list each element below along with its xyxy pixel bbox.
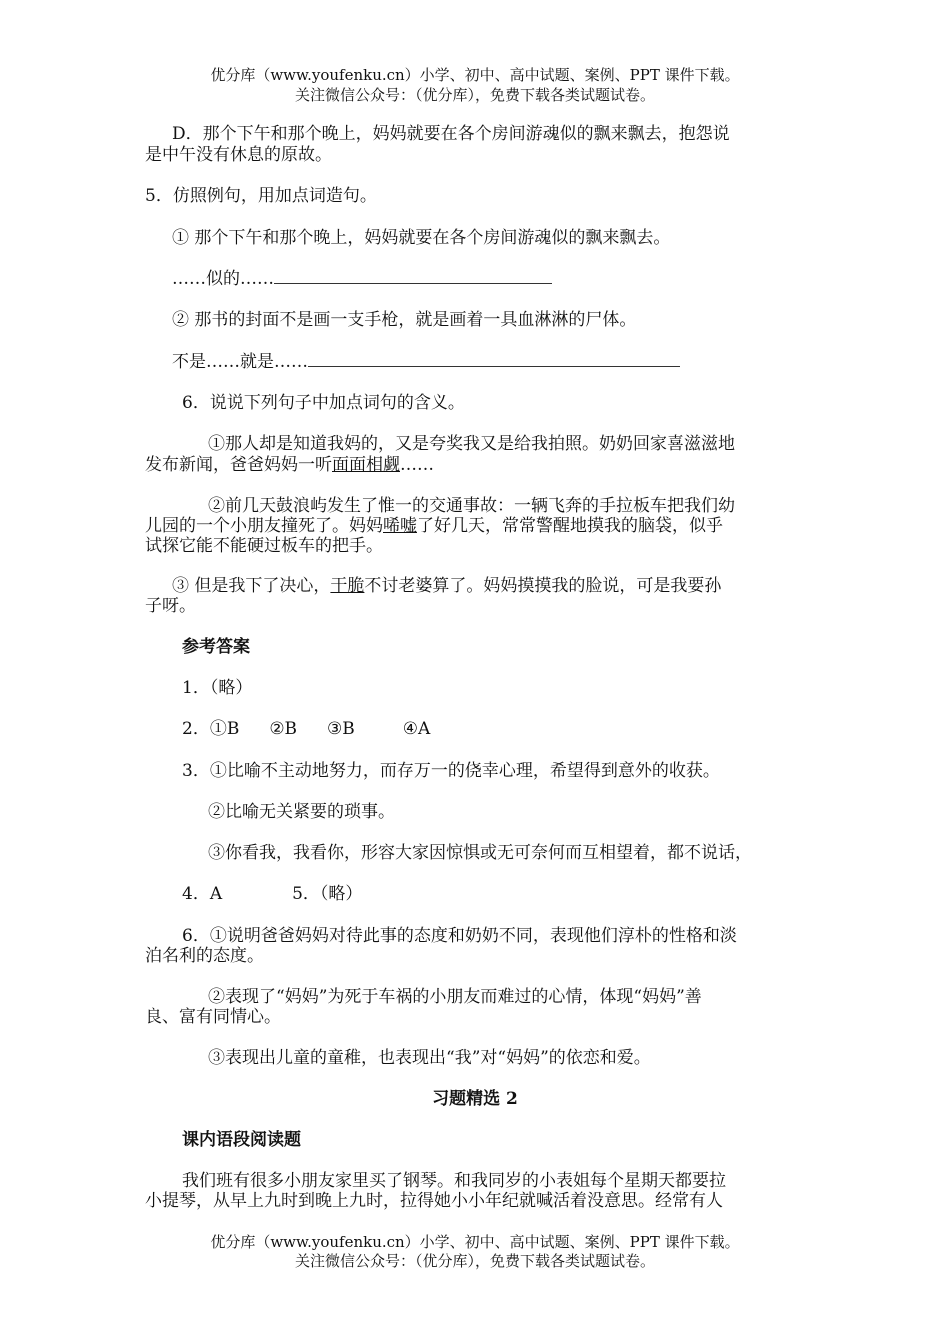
q5-answer-blank-2[interactable] [308,352,680,367]
q5-prompt-1-label: ……似的…… [172,269,274,289]
page-header-line-1: 优分库（www.youfenku.cn）小学、初中、高中试题、案例、PPT 课件下载。 [210,66,740,84]
answer-2 [182,719,430,739]
q6-sentence-3-text: ③ 但是我下了决心， [172,576,331,596]
section-2-title: 习题精选 2 [432,1089,518,1109]
q6-sentence-2-line-1: ②前几天鼓浪屿发生了惟一的交通事故：一辆飞奔的手拉板车把我们幼 [208,496,735,516]
q5-answer-blank-1[interactable] [274,269,552,284]
q6-sentence-1-line-2 [145,455,434,475]
q5-example-1: ① 那个下午和那个晚上，妈妈就要在各个房间游魂似的飘来飘去。 [172,228,671,248]
q6-sentence-1-ellipsis: …… [400,455,434,475]
q4-option-d-line-2: 是中午没有休息的原故。 [145,145,332,165]
q5-example-2: ② 那书的封面不是画一支手枪，就是画着一具血淋淋的尸体。 [172,310,637,330]
answer-2-part-4: ④A [402,719,431,739]
q6-title: 6．说说下列句子中加点词句的含义。 [182,393,465,413]
section-2-paragraph-line-2: 小提琴，从早上九时到晚上九时，拉得她小小年纪就喊活着没意思。经常有人 [145,1191,723,1211]
q6-sentence-2-text: 儿园的一个小朋友撞死了。妈妈 [145,516,383,536]
answer-4-5 [182,884,362,904]
answer-2-part-2: ②B [269,719,298,739]
page-footer-line-1: 优分库（www.youfenku.cn）小学、初中、高中试题、案例、PPT 课件下载。 [210,1233,740,1251]
answers-title: 参考答案 [182,637,250,657]
q6-sentence-1-line-1: ①那人却是知道我妈的，又是夸奖我又是给我拍照。奶奶回家喜滋滋地 [208,434,735,454]
answer-2-part-1: 2．①B [182,719,240,739]
q6-sentence-3-line-1 [172,576,721,596]
q5-prompt-1 [172,269,552,289]
q6-sentence-1-text: 发布新闻，爸爸妈妈一听 [145,455,332,475]
page-header-line-2: 关注微信公众号：（优分库），免费下载各类试题试卷。 [294,86,655,104]
q6-marked-phrase-1: 面面相觑 [332,455,400,475]
q6-marked-phrase-2: 唏嘘 [383,516,417,536]
section-2-subtitle: 课内语段阅读题 [182,1130,301,1150]
answer-6-2-line-1: ②表现了“妈妈”为死于车祸的小朋友而难过的心情，体现“妈妈”善 [208,987,702,1007]
q6-sentence-3-text-rest: 不讨老婆算了。妈妈摸摸我的脸说，可是我要孙 [364,576,722,596]
answer-6-1-line-1: 6．①说明爸爸妈妈对待此事的态度和奶奶不同，表现他们淳朴的性格和淡 [182,926,737,946]
answer-1: 1．（略） [182,678,253,698]
q5-prompt-2-label: 不是……就是…… [172,352,308,372]
q6-sentence-3-line-2: 子呀。 [145,596,196,616]
q6-marked-phrase-3: 干脆 [330,576,365,596]
answer-6-2-line-2: 良、富有同情心。 [145,1007,281,1027]
q5-prompt-2 [172,352,680,372]
answer-3-line-1: 3．①比喻不主动地努力，而存万一的侥幸心理，希望得到意外的收获。 [182,761,720,781]
answer-2-part-3: ③B [327,719,355,739]
page-footer-line-2: 关注微信公众号：（优分库），免费下载各类试题试卷。 [294,1252,655,1270]
q6-sentence-2-text-rest: 了好几天，常常警醒地摸我的脑袋，似乎 [417,516,723,536]
q5-title: 5．仿照例句，用加点词造句。 [145,186,377,206]
q4-option-d-line-1: D．那个下午和那个晚上，妈妈就要在各个房间游魂似的飘来飘去，抱怨说 [172,124,730,144]
answer-6-1-line-2: 泊名利的态度。 [145,946,264,966]
q6-sentence-2-line-3: 试探它能不能硬过板车的把手。 [145,536,383,556]
answer-4: 4．A [182,884,223,904]
answer-3-line-2: ②比喻无关紧要的琐事。 [208,802,395,822]
answer-3-line-3: ③你看我，我看你，形容大家因惊惧或无可奈何而互相望着，都不说话， [208,843,752,863]
section-2-paragraph-line-1: 我们班有很多小朋友家里买了钢琴。和我同岁的小表姐每个星期天都要拉 [182,1171,726,1191]
q6-sentence-2-line-2 [145,516,723,536]
answer-5: 5．（略） [292,884,363,904]
answer-6-3: ③表现出儿童的童稚，也表现出“我”对“妈妈”的依恋和爱。 [208,1048,651,1068]
